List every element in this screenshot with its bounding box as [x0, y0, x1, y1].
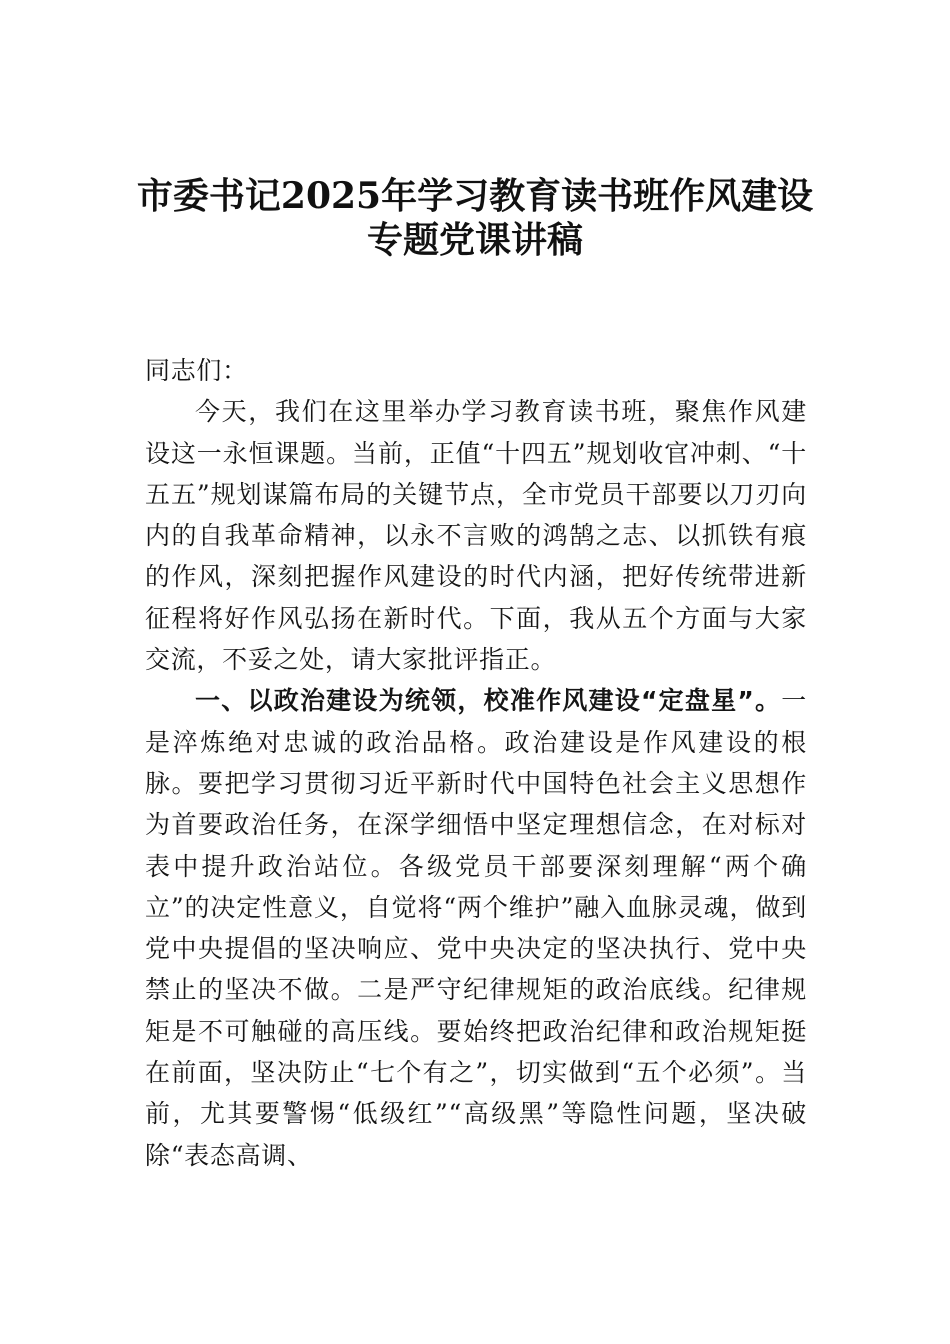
document-body — [145, 350, 807, 1176]
document-title-line-1: 市委书记2025年学习教育读书班作风建设 — [136, 175, 814, 217]
section-1-paragraph — [145, 680, 807, 1176]
section-1-text: 一是淬炼绝对忠诚的政治品格。政治建设是作风建设的根脉。要把学习贯彻习近平新时代中国特色社会主义思想作为首要政治任务，在深学细悟中坚定理想信念，在对标对表中提升政治站位。各级党员干部要深刻理解“两个确立”的决定性意义，自觉将“两个维护”融入血脉灵魂，做到党中央提倡的坚决响应、党中央决定的坚决执行、党中央禁止的坚决不做。二是严守纪律规矩的政治底线。纪律规矩是不可触碰的高压线。要始终把政治纪律和政治规矩挺在前面，坚决防止“七个有之”，切实做到“五个必须”。当前，尤其要警惕“低级红”“高级黑”等隐性问题，坚决破除“表态高调、 — [145, 686, 807, 1170]
intro-paragraph: 今天，我们在这里举办学习教育读书班，聚焦作风建设这一永恒课题。当前，正值“十四五”规划收官冲刺、“十五五”规划谋篇布局的关键节点，全市党员干部要以刀刃向内的自我革命精神，以永不言败的鸿鹄之志、以抓铁有痕的作风，深刻把握作风建设的时代内涵，把好传统带进新征程将好作风弘扬在新时代。下面，我从五个方面与大家交流，不妥之处，请大家批评指正。 — [145, 397, 807, 675]
document-title-line-2: 专题党课讲稿 — [366, 219, 583, 261]
salutation: 同志们： — [145, 356, 248, 385]
section-1-heading: 一、以政治建设为统领，校准作风建设“定盘星”。 — [195, 686, 782, 716]
